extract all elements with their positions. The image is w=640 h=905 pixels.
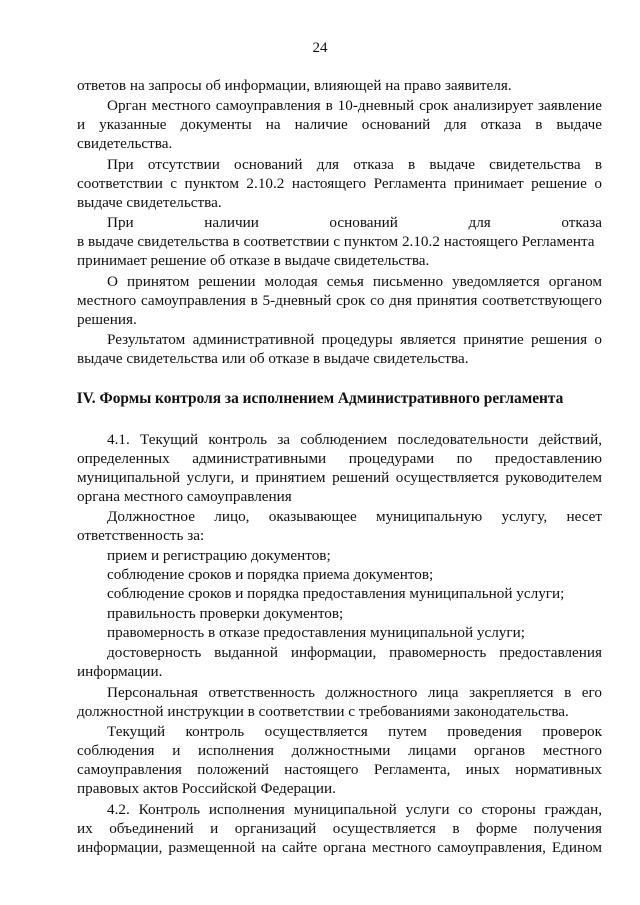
text-line: и указанные документы на наличие оснований для отказа в выдаче [77,116,602,133]
list-item: правомерность в отказе предоставления муниципальной услуги; [107,624,525,641]
text-line: Текущий контроль осуществляется путем проведения проверок [107,723,602,740]
text-line: их объединений и организаций осуществляется в форме получения [77,820,602,837]
text-line: информации. [77,663,163,680]
text-line: принимает решение об отказе в выдаче свидетельства. [77,252,430,269]
text-line: Результатом административной процедуры является принятие решения о [107,331,602,348]
text-line: свидетельства. [77,135,173,152]
list-item: правильность проверки документов; [107,605,344,622]
text-line: решения. [77,311,137,328]
text-line: самоуправления положений настоящего Регламента, иных нормативных [77,761,602,778]
text-line: местного самоуправления в 5-дневный срок со дня принятия соответствующего [77,292,602,309]
text-line: соответствии с пунктом 2.10.2 настоящего Регламента принимает решение о [77,175,602,192]
text-line: Должностное лицо, оказывающее муниципальную услугу, несет [107,508,602,525]
text-line: 4.1. Текущий контроль за соблюдением последовательности действий, [107,431,602,448]
text-line: должностной инструкции в соответствии с требованиями законодательства. [77,703,569,720]
text-line: органа местного самоуправления [77,488,292,505]
text-line: в выдаче свидетельства в соответствии с пунктом 2.10.2 настоящего Регламента [77,233,595,250]
text-line: ответов на запросы об информации, влияющей на право заявителя. [77,77,512,94]
text-line: выдаче свидетельства или об отказе в выдаче свидетельства. [77,350,469,367]
text-line: муниципальной услуги, и принятием решений осуществляется руководителем [77,469,602,486]
text-line: 4.2. Контроль исполнения муниципальной услуги со стороны граждан, [107,801,602,818]
text-line: При отсутствии оснований для отказа в выдаче свидетельства в [107,156,602,173]
section-heading: IV. Формы контроля за исполнением Административного регламента [76,390,564,407]
text-line: О принятом решении молодая семья письменно уведомляется органом [107,273,602,290]
text-line: правовых актов Российской Федерации. [77,780,336,797]
text-line: ответственность за: [77,527,205,544]
list-item: соблюдение сроков и порядка приема документов; [107,566,434,583]
list-item: прием и регистрацию документов; [107,547,331,564]
text-line: определенных административными процедурами по предоставлению [77,450,602,467]
text-line: Персональная ответственность должностного лица закрепляется в его [107,684,602,701]
text-line: информации, размещенной на сайте органа местного самоуправления, Едином [77,839,602,856]
text-line: выдаче свидетельства. [77,194,222,211]
text-line: При наличии оснований для отказа [107,214,602,231]
page-number: 24 [312,40,328,56]
list-item: достоверность выданной информации, правомерность предоставления [107,644,602,661]
text-line: соблюдения и исполнения должностными лицами органов местного [77,742,602,759]
list-item: соблюдение сроков и порядка предоставления муниципальной услуги; [107,585,565,602]
text-line: Орган местного самоуправления в 10-дневный срок анализирует заявление [107,97,602,114]
